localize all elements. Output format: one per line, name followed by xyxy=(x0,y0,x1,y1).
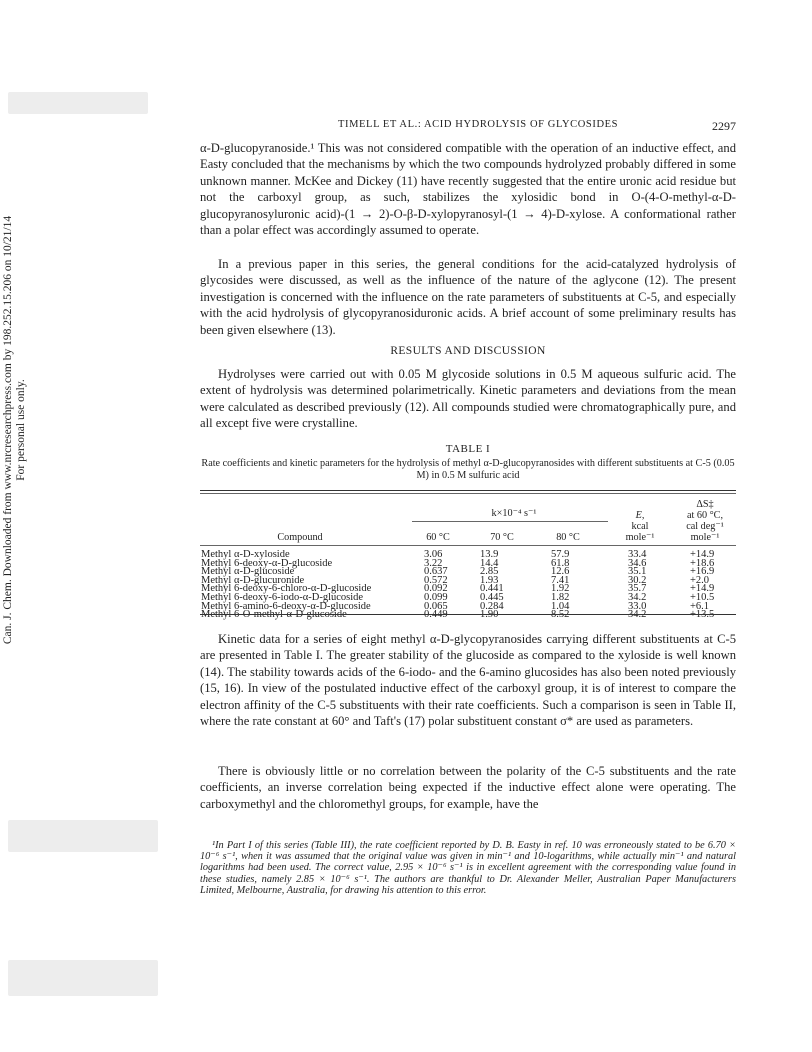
cell-70: 0.284 xyxy=(480,600,504,612)
header-compound: Compound xyxy=(277,532,323,543)
header-k: k×10⁻⁴ s⁻¹ xyxy=(491,508,537,519)
header-70: 70 °C xyxy=(490,532,514,543)
paragraph-5: There is obviously little or no correlation between the polarity of the C-5 substituents and the rate coefficients, an inverse correlation being expected if the inductive effect alone were operating. The carboxymethyl and the chloromethyl groups, for example, have the xyxy=(200,764,736,811)
cell-entropy: +14.9 xyxy=(690,583,715,595)
cell-60: 0.092 xyxy=(424,583,448,595)
cell-compound: Methyl 6-deoxy-6-chloro-α-D-glucoside xyxy=(201,583,372,595)
cell-80: 7.41 xyxy=(551,574,570,586)
cell-70: 1.90 xyxy=(480,609,499,621)
table-1 xyxy=(200,496,736,621)
margin-smudge xyxy=(8,960,158,996)
cell-energy: 35.1 xyxy=(628,566,647,578)
cell-80: 8.52 xyxy=(551,609,570,621)
table-bottom-rule xyxy=(200,614,736,615)
header-s-4: mole⁻¹ xyxy=(690,532,720,543)
cell-entropy: +13.5 xyxy=(690,609,715,621)
cell-60: 0.065 xyxy=(424,600,448,612)
cell-60: 3.06 xyxy=(424,549,443,560)
paragraph-4: Kinetic data for a series of eight methyl α-D-glycopyranosides carrying different substituents at C-5 are presented in Table I. The greater stability of the glucoside as compared to the xyloside is well known (14). The stability towards acids of the 6-iodo- and the 6-amino glucosides has also been noted previously (15, 16). In view of the postulated inductive effect of the carboxyl group, it is of interest to compare the electron affinity of the C-5 substituents with their rate coefficients. Such a comparison is seen in Table II, where the rate constant at 60° and Taft's (17) polar substituent constant σ* are used as parameters. xyxy=(200,632,736,729)
paragraph-3: Hydrolyses were carried out with 0.05 M glycoside solutions in 0.5 M aqueous sulfuric acid. The extent of hydrolysis was determined polarimetrically. Kinetic parameters and deviations from the mean were calculated as described previously (12). All compounds studied were chromatographically pure, and all except five were crystalline. xyxy=(200,367,736,431)
cell-entropy: +6.1 xyxy=(690,600,710,612)
header-s-1: ΔS‡ xyxy=(696,499,714,510)
cell-entropy: +2.0 xyxy=(690,574,710,586)
cell-80: 12.6 xyxy=(551,566,570,578)
cell-60: 0.099 xyxy=(424,592,448,603)
paragraph-1: α-D-glucopyranoside.¹ This was not considered compatible with the operation of an inductive effect, and Easty concluded that the mechanisms by which the two compounds hydrolyzed probably differed in some unknown manner. McKee and Dickey (11) have recently suggested that the entire uronic acid residue but not the carboxyl group, as such, stabilizes the xylosidic bond in O-(4-O-methyl-α-D-glucopyranosyluronic acid)-(1 → 2)-O-β-D-xylopyranosyl-(1 → 4)-D-xylose. A conformational rather than a polar effect was accordingly assumed to operate. xyxy=(200,141,736,238)
download-watermark xyxy=(2,190,28,670)
cell-energy: 34.6 xyxy=(628,557,647,569)
cell-entropy: +18.6 xyxy=(690,557,715,569)
cell-energy: 34.2 xyxy=(628,592,647,603)
table-top-rule-2 xyxy=(200,493,736,494)
cell-energy: 33.0 xyxy=(628,600,647,612)
header-e-1: E, xyxy=(635,510,645,521)
cell-energy: 34.2 xyxy=(628,609,647,621)
cell-80: 1.92 xyxy=(551,583,570,595)
cell-energy: 35.7 xyxy=(628,583,647,595)
cell-60: 3.22 xyxy=(424,557,443,569)
cell-70: 1.93 xyxy=(480,574,499,586)
cell-80: 1.82 xyxy=(551,592,570,603)
table-caption: Rate coefficients and kinetic parameters for the hydrolysis of methyl α-D-glucopyranosides with different substituents at C-5 (0.05 M) in 0.5 M sulfuric acid xyxy=(201,458,735,481)
cell-compound: Methyl α-D-glucuronide xyxy=(201,574,305,586)
cell-entropy: +10.5 xyxy=(690,592,715,603)
cell-compound: Methyl 6-amino-6-deoxy-α-D-glucoside xyxy=(201,600,371,612)
cell-80: 1.04 xyxy=(551,600,570,612)
header-60: 60 °C xyxy=(426,532,450,543)
cell-compound: Methyl 6-deoxy-α-D-glucoside xyxy=(201,557,333,569)
cell-entropy: +14.9 xyxy=(690,549,715,560)
watermark-line-2: For personal use only. xyxy=(15,379,27,481)
watermark-line-1: Can. J. Chem. Downloaded from www.nrcresearchpress.com by 198.252.15.206 on 10/21/14 xyxy=(2,215,14,645)
cell-compound: Methyl 6-deoxy-6-iodo-α-D-glucoside xyxy=(201,592,364,603)
cell-70: 13.9 xyxy=(480,549,499,560)
page-number: 2297 xyxy=(712,119,736,133)
cell-70: 14.4 xyxy=(480,557,499,569)
header-s-3: cal deg⁻¹ xyxy=(686,521,724,532)
table-header-rule xyxy=(200,545,736,546)
cell-80: 61.8 xyxy=(551,557,570,569)
cell-energy: 33.4 xyxy=(628,549,647,560)
cell-energy: 30.2 xyxy=(628,574,647,586)
paragraph-2: In a previous paper in this series, the general conditions for the acid-catalyzed hydrolysis of glycosides were discussed, as well as the influence of the nature of the aglycone (12). The present investigation is concerned with the influence on the rate parameters of substituents at C-5, and especially with the acid hydrolysis of glycopyranosiduronic acids. A brief account of some preliminary results has been given elsewhere (13). xyxy=(200,257,736,337)
cell-entropy: +16.9 xyxy=(690,566,715,578)
section-heading: RESULTS AND DISCUSSION xyxy=(390,345,546,357)
header-80: 80 °C xyxy=(556,532,580,543)
cell-70: 2.85 xyxy=(480,566,499,578)
cell-80: 57.9 xyxy=(551,549,570,560)
cell-compound: Methyl α-D-xyloside xyxy=(201,549,290,560)
table-top-rule xyxy=(200,490,736,491)
table-label: TABLE I xyxy=(445,443,491,455)
header-e-3: mole⁻¹ xyxy=(625,532,655,543)
margin-smudge xyxy=(8,92,148,114)
cell-60: 0.572 xyxy=(424,574,448,586)
header-e-2: kcal xyxy=(631,521,649,532)
cell-60: 0.637 xyxy=(424,566,448,578)
running-title: TIMELL ET AL.: ACID HYDROLYSIS OF GLYCOSIDES xyxy=(338,119,619,130)
k-group-rule xyxy=(412,521,608,522)
cell-70: 0.441 xyxy=(480,583,504,595)
running-header xyxy=(200,119,736,135)
header-s-2: at 60 °C, xyxy=(686,510,724,521)
cell-compound: Methyl 6-O-methyl-α-D-glucoside xyxy=(201,609,347,621)
cell-60: 0.449 xyxy=(424,609,448,621)
margin-smudge xyxy=(8,820,158,852)
cell-70: 0.445 xyxy=(480,592,504,603)
footnote-1: ¹In Part I of this series (Table III), the rate coefficient reported by D. B. Easty in ref. 10 was erroneously stated to be 6.70 × 10⁻⁶ s⁻¹, when it was assumed that the original value was given in min⁻¹ and 10-logarithms, while actually min⁻¹ and natural logarithms had been used. The correct value, 2.95 × 10⁻⁶ s⁻¹ is in excellent agreement with the corresponding value found in these studies, namely 2.85 × 10⁻⁶ s⁻¹. The authors are thankful to Dr. Alexander Meller, Australian Paper Manufacturers Limited, Melbourne, Australia, for drawing his attention to this error. xyxy=(200,840,736,896)
cell-compound: Methyl α-D-glucoside xyxy=(201,566,295,578)
